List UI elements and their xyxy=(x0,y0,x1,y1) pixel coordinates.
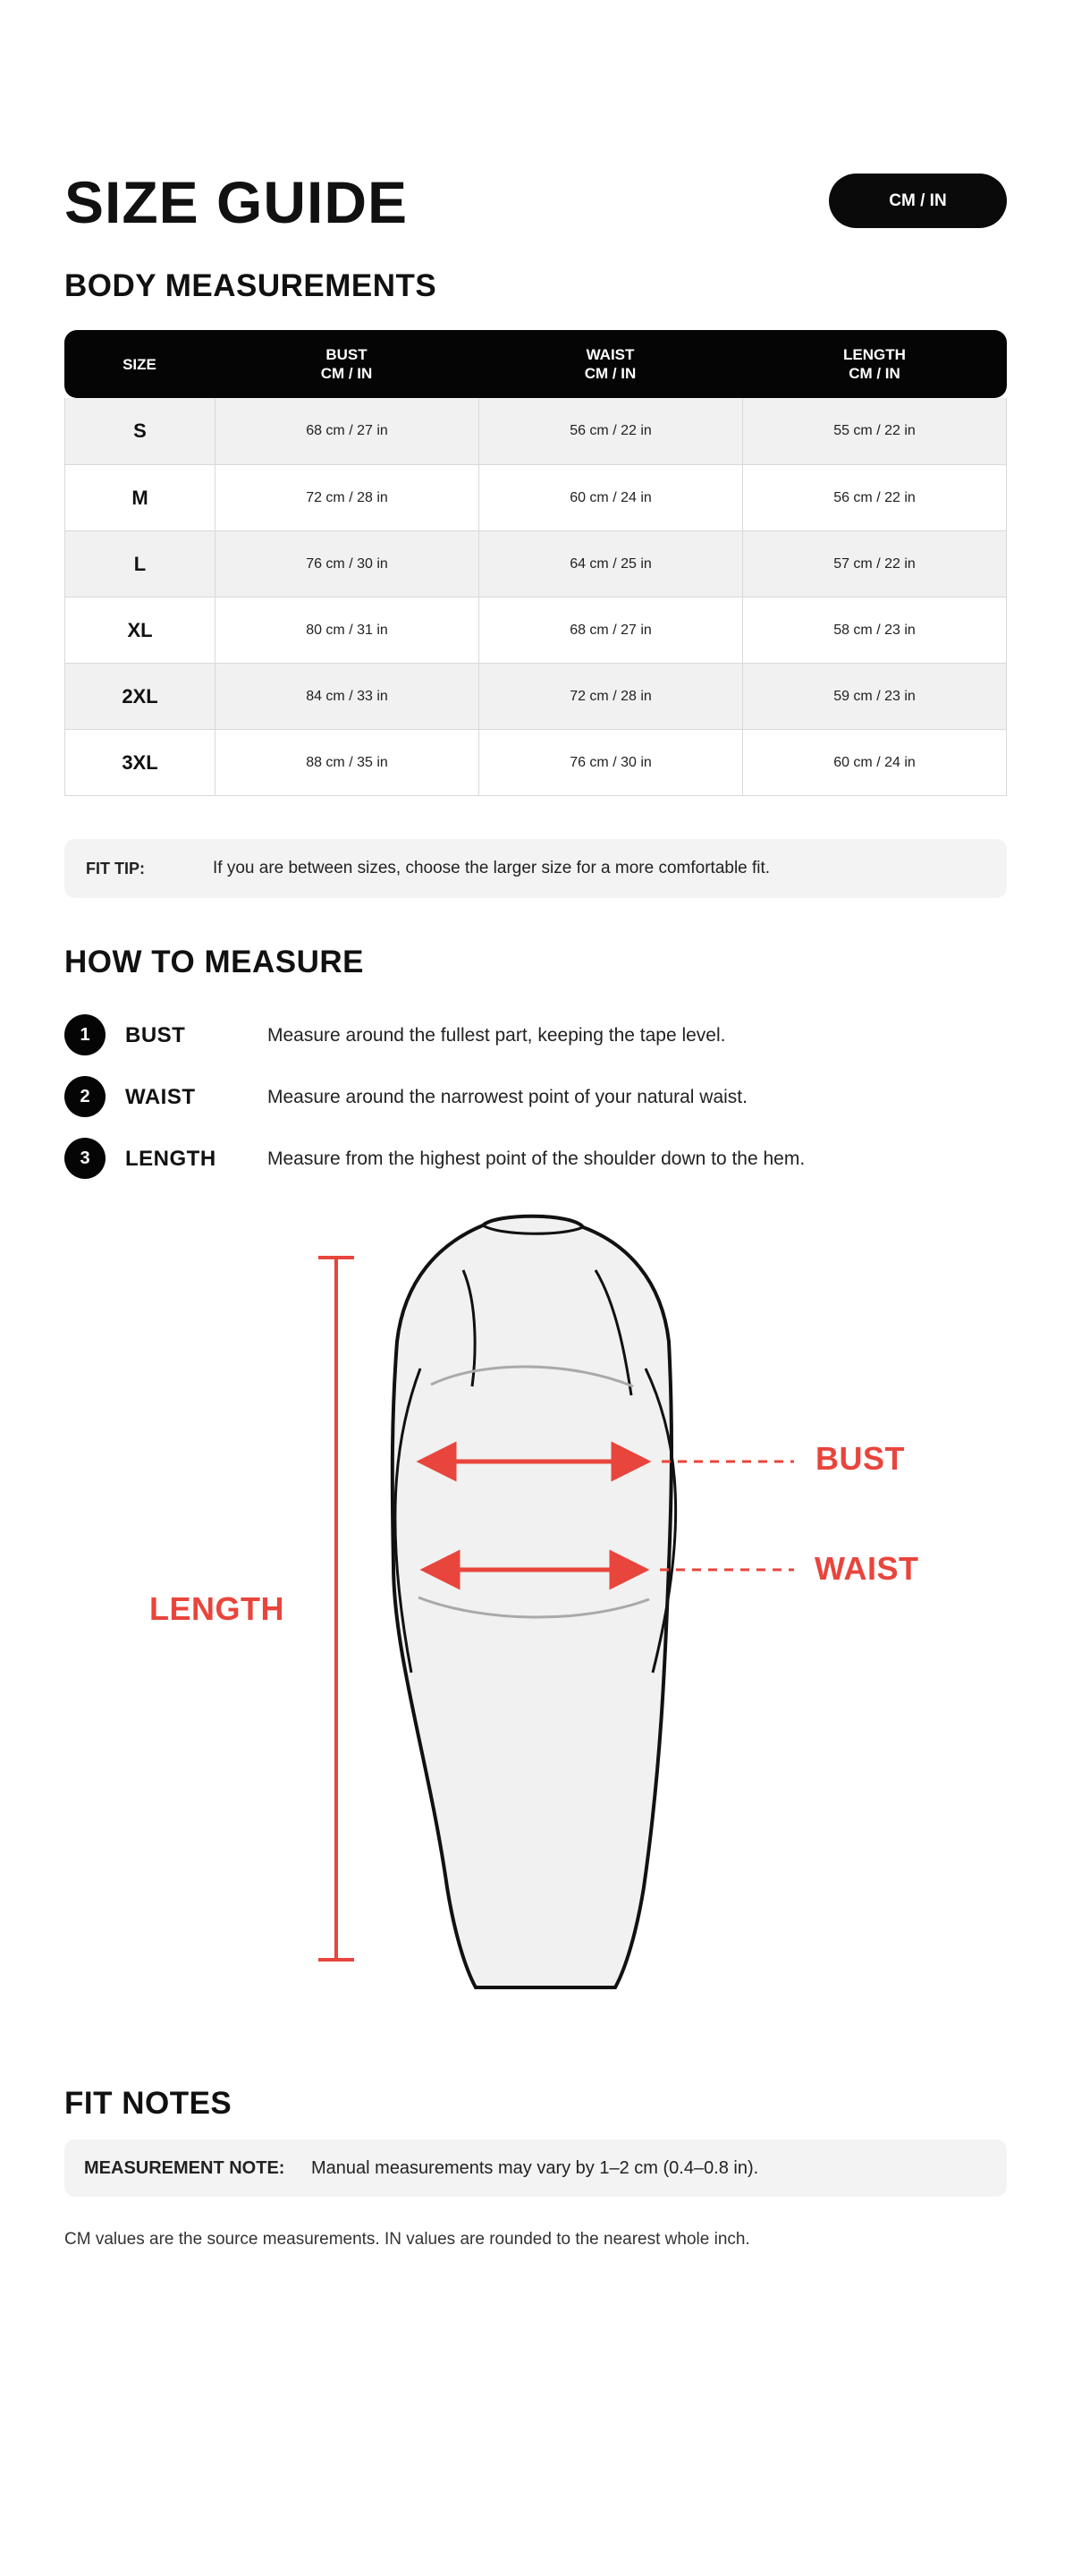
column-label: BUST xyxy=(325,346,368,363)
table-row xyxy=(65,597,1006,663)
bust-cell: 68 cm / 27 in xyxy=(215,398,478,464)
column-header-waist xyxy=(478,330,742,398)
step-number-badge: 2 xyxy=(64,1076,106,1117)
column-unit: CM / IN xyxy=(849,365,900,382)
column-header-size xyxy=(64,330,215,398)
bust-cell: 88 cm / 35 in xyxy=(215,730,478,795)
body-measurements-heading: BODY MEASUREMENTS xyxy=(64,268,437,303)
step-waist xyxy=(64,1076,1007,1138)
table-row xyxy=(65,464,1006,530)
step-description: Measure around the fullest part, keeping the tape level. xyxy=(267,1025,726,1046)
table-row xyxy=(65,729,1006,795)
table-row xyxy=(65,663,1006,729)
size-cell: M xyxy=(131,486,148,509)
step-number-badge: 3 xyxy=(64,1138,106,1179)
length-label: LENGTH xyxy=(149,1590,284,1627)
bust-cell: 80 cm / 31 in xyxy=(215,597,478,663)
step-number-badge: 1 xyxy=(64,1014,106,1055)
column-header-bust xyxy=(215,330,478,398)
measurement-note-text: Manual measurements may vary by 1–2 cm (0.4–0.8 in). xyxy=(311,2158,759,2178)
bust-label: BUST xyxy=(815,1440,905,1477)
step-name: WAIST xyxy=(125,1085,196,1109)
measurement-diagram xyxy=(0,1208,1073,2030)
bust-cell: 76 cm / 30 in xyxy=(215,531,478,597)
size-cell: XL xyxy=(127,618,153,641)
size-cell: 3XL xyxy=(122,750,158,774)
waist-cell: 68 cm / 27 in xyxy=(478,597,742,663)
bust-cell: 84 cm / 33 in xyxy=(215,664,478,729)
column-header-length xyxy=(742,330,1007,398)
waist-cell: 56 cm / 22 in xyxy=(478,398,742,464)
length-cell: 57 cm / 22 in xyxy=(742,531,1006,597)
waist-label: WAIST xyxy=(815,1550,919,1587)
how-to-measure-heading: HOW TO MEASURE xyxy=(64,945,364,979)
conversion-footnote: CM values are the source measurements. IN values are rounded to the nearest whole inch. xyxy=(64,2230,750,2249)
length-cell: 59 cm / 23 in xyxy=(742,664,1006,729)
fit-tip-box xyxy=(64,839,1007,898)
size-cell: S xyxy=(133,419,147,442)
fit-tip-text: If you are between sizes, choose the larger size for a more comfortable fit. xyxy=(213,859,771,877)
step-description: Measure from the highest point of the shoulder down to the hem. xyxy=(267,1148,806,1169)
fit-tip-label: FIT TIP: xyxy=(86,859,145,877)
size-table xyxy=(64,330,1007,796)
table-body xyxy=(64,398,1007,796)
step-length xyxy=(64,1138,1007,1199)
size-cell: L xyxy=(133,552,147,575)
length-cell: 56 cm / 22 in xyxy=(742,465,1006,530)
column-label: WAIST xyxy=(586,346,635,363)
waist-cell: 76 cm / 30 in xyxy=(478,730,742,795)
column-unit: CM / IN xyxy=(320,365,373,382)
table-row xyxy=(65,530,1006,597)
unit-toggle-button[interactable]: CM / IN xyxy=(829,174,1007,228)
length-cell: 58 cm / 23 in xyxy=(742,597,1006,663)
measurement-note-box xyxy=(64,2140,1007,2197)
table-header xyxy=(64,330,1007,398)
length-cell: 60 cm / 24 in xyxy=(742,730,1006,795)
table-row xyxy=(65,398,1006,464)
column-label: LENGTH xyxy=(843,346,906,363)
waist-cell: 72 cm / 28 in xyxy=(478,664,742,729)
column-unit: CM / IN xyxy=(584,365,637,382)
column-label: SIZE xyxy=(123,355,156,373)
fit-notes-heading: FIT NOTES xyxy=(64,2086,232,2121)
waist-cell: 60 cm / 24 in xyxy=(478,465,742,530)
length-cell: 55 cm / 22 in xyxy=(742,398,1006,464)
size-cell: 2XL xyxy=(122,684,158,708)
step-name: LENGTH xyxy=(125,1147,216,1171)
page-title: SIZE GUIDE xyxy=(64,169,409,235)
step-description: Measure around the narrowest point of your natural waist. xyxy=(267,1087,748,1107)
measure-steps xyxy=(64,1014,1007,1199)
bust-cell: 72 cm / 28 in xyxy=(215,465,478,530)
step-name: BUST xyxy=(125,1023,186,1047)
step-bust xyxy=(64,1014,1007,1076)
waist-cell: 64 cm / 25 in xyxy=(478,531,742,597)
measurement-note-label: MEASUREMENT NOTE: xyxy=(84,2158,285,2178)
